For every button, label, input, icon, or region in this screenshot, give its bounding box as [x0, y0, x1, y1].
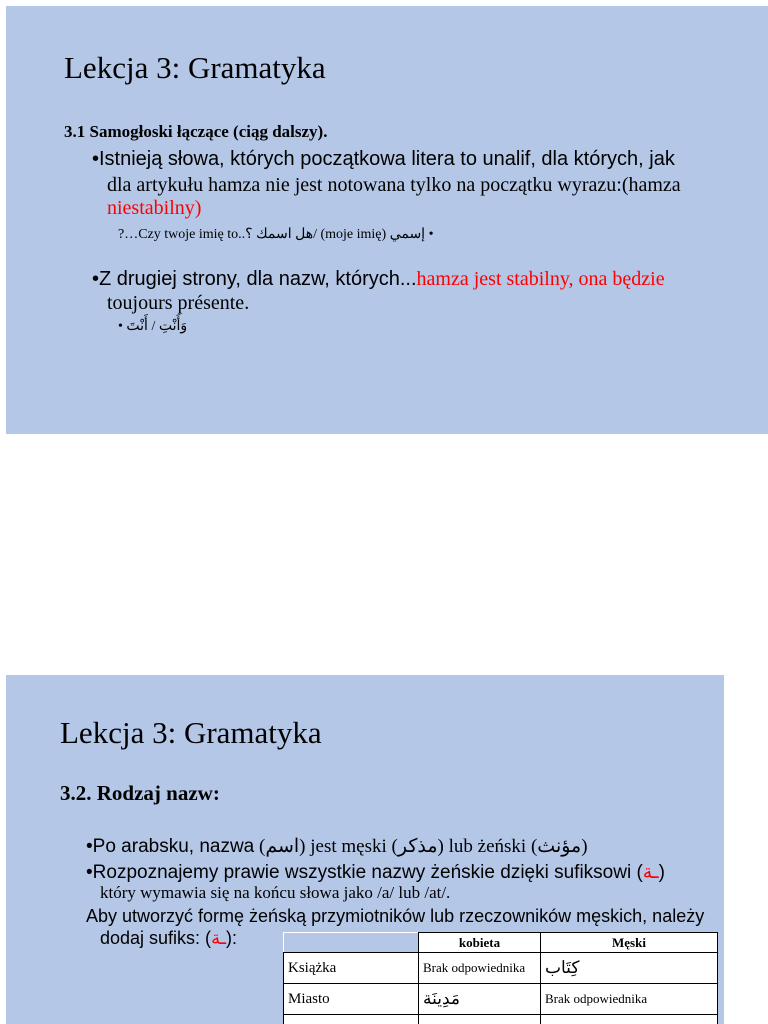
slide-1 [6, 6, 768, 434]
p1-arabic-mudhakkar: (مذكر) [391, 836, 444, 857]
paragraph-2-line-2: który wymawia się na końcu słowa jako /a/ lub /at/. [100, 883, 451, 902]
table-row [284, 953, 718, 984]
table-cell: كِتَاب [541, 953, 718, 984]
bullet-1-line-3: niestabilny) [107, 197, 202, 219]
table-header-meski: Męski [541, 933, 718, 953]
p2-text-b: ) [658, 862, 665, 883]
p2-text-a: •Rozpoznajemy prawie wszystkie nazwy żeńskie dzięki sufiksowi ( [86, 862, 643, 883]
bullet-1-subitem: • إسمي (moje imię) /هل اسمك ؟..Czy twoje imię to…? [118, 227, 434, 242]
bullet-2-line-1 [92, 268, 665, 291]
p2-suffix: ـة [642, 862, 659, 883]
bullet-2-highlight: hamza jest stabilny, ona będzie [416, 268, 665, 290]
p1-arabic-ism: (اسم) [259, 836, 306, 857]
bullet-1-line-1: •Istnieją słowa, których początkowa litera to unalif, dla których, jak [92, 148, 675, 170]
bullet-1-line-2: dla artykułu hamza nie jest notowana tylko na początku wyrazu:(hamza [107, 174, 681, 196]
table-cell: Brak odpowiednika [541, 984, 718, 1015]
table-cell [541, 1015, 718, 1024]
table-header-empty [284, 933, 419, 953]
table-cell: Miasto [284, 984, 419, 1015]
table-row [284, 1015, 718, 1024]
paragraph-1 [86, 835, 588, 858]
slide-1-title: Lekcja 3: Gramatyka [64, 50, 326, 85]
slide-2-title: Lekcja 3: Gramatyka [60, 715, 322, 750]
bullet-2-text: •Z drugiej strony, dla nazw, których... [92, 268, 417, 290]
p1-text-e: lub żeński [443, 836, 531, 857]
gender-table [283, 932, 718, 1024]
p1-text-a: •Po arabsku, nazwa [86, 836, 255, 857]
p3-text-a: dodaj sufiks: ( [100, 928, 212, 948]
paragraph-3-line-1: Aby utworzyć formę żeńską przymiotników lub rzeczowników męskich, należy [86, 906, 705, 926]
table-cell: Brak odpowiednika [419, 953, 541, 984]
table-cell: Książka [284, 953, 419, 984]
table-cell: مَدِينَة [419, 984, 541, 1015]
slide-2-subtitle: 3.2. Rodzaj nazw: [60, 781, 220, 805]
p3-text-b: ): [226, 928, 237, 948]
p1-arabic-muannath: (مؤنث) [530, 836, 588, 857]
paragraph-3-line-2 [100, 928, 237, 949]
p1-text-c: jest męski [305, 836, 392, 857]
bullet-2-subitem: • وَأَنْتِ / أَنْتَ [118, 319, 188, 334]
table-header-kobieta: kobieta [419, 933, 541, 953]
slide-1-subtitle: 3.1 Samogłoski łączące (ciąg dalszy). [64, 122, 328, 141]
paragraph-2-line-1 [86, 861, 665, 884]
p3-suffix: ـة [211, 928, 226, 948]
bullet-2-line-2: toujours présente. [107, 292, 250, 314]
slide-2 [6, 675, 724, 1024]
table-cell [284, 1015, 419, 1024]
table-header-row [284, 933, 718, 953]
table-cell [419, 1015, 541, 1024]
table-row [284, 984, 718, 1015]
